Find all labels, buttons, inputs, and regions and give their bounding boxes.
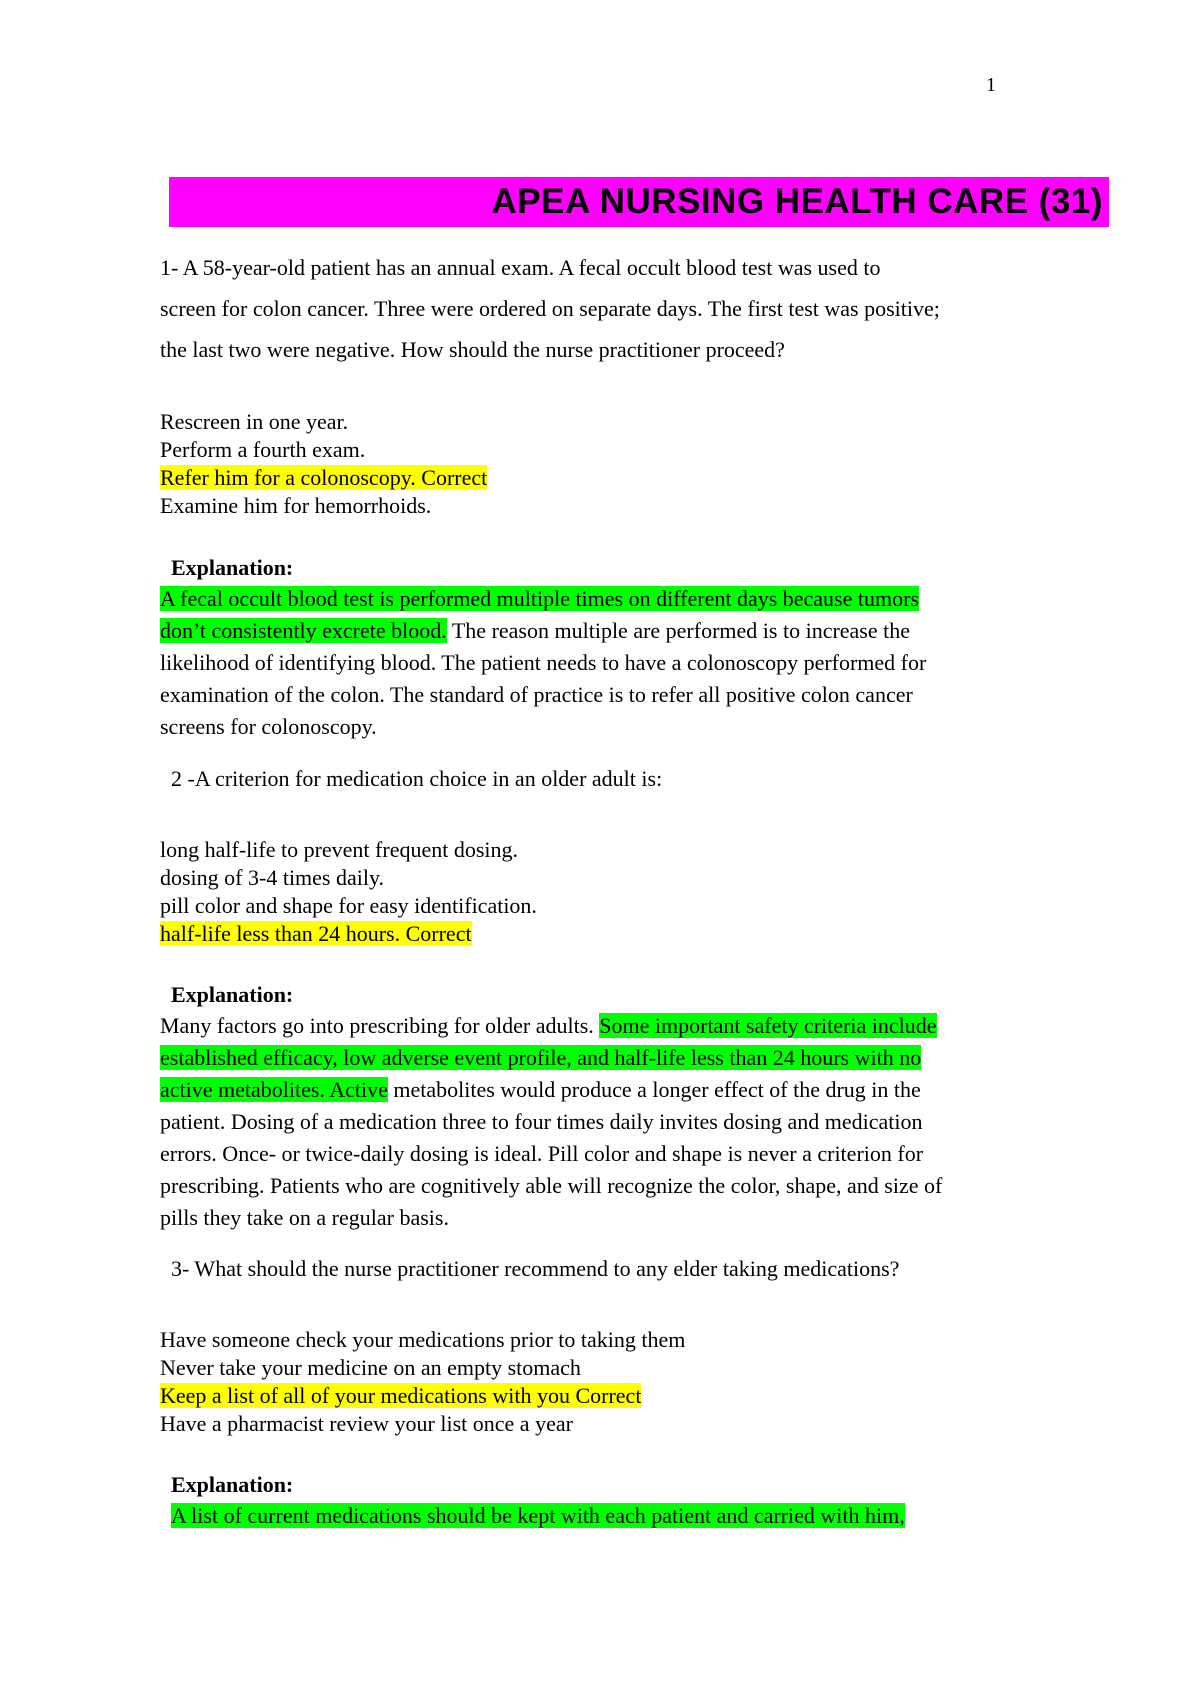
q2-option-row [160,921,472,947]
explanation-highlight: A fecal occult blood test is performed multiple times on different days because tumors [160,586,919,611]
q1-explanation-label: Explanation: [171,555,294,580]
q2-correct-option: half-life less than 24 hours. Correct [160,921,472,946]
explanation-text: The reason multiple are performed is to increase the [446,618,911,643]
explanation-highlight: established efficacy, low adverse event profile, and half-life less than 24 hours with no [160,1045,922,1070]
q1-option-row [160,465,487,491]
q1-question-line: the last two were negative. How should the nurse practitioner proceed? [160,337,785,362]
q1-question-line: 1- A 58-year-old patient has an annual exam. A fecal occult blood test was used to [160,255,881,280]
q2-explanation-label: Explanation: [171,982,294,1007]
q3-explanation-line [171,1503,905,1529]
q1-option: Rescreen in one year. [160,409,349,434]
q3-explanation-label: Explanation: [171,1472,294,1497]
explanation-highlight: A list of current medications should be kept with each patient and carried with him, [171,1503,905,1528]
q1-explanation-line [160,618,910,644]
q2-explanation-line [160,1109,923,1135]
q3-option: Have a pharmacist review your list once a year [160,1411,573,1436]
explanation-text: errors. Once- or twice-daily dosing is ideal. Pill color and shape is never a criterion for [160,1141,924,1166]
q2-option: pill color and shape for easy identification. [160,893,537,918]
explanation-text: screens for colonoscopy. [160,714,377,739]
explanation-highlight: Some important safety criteria include [599,1013,937,1038]
q2-explanation-line [160,1013,937,1039]
q2-explanation-line [160,1141,923,1167]
q2-question: 2 -A criterion for medication choice in an older adult is: [171,766,663,791]
explanation-text: likelihood of identifying blood. The patient needs to have a colonoscopy performed for [160,650,927,675]
q2-explanation-line [160,1077,921,1103]
explanation-text: metabolites would produce a longer effect of the drug in the [387,1077,921,1102]
q1-explanation-line [160,714,377,740]
title-banner: APEA NURSING HEALTH CARE (31) [169,177,1109,227]
q3-option: Never take your medicine on an empty stomach [160,1355,581,1380]
q1-explanation-line [160,586,919,612]
q1-option: Perform a fourth exam. [160,437,366,462]
q2-explanation-line [160,1045,921,1071]
q3-option: Have someone check your medications prior to taking them [160,1327,686,1352]
q1-correct-option: Refer him for a colonoscopy. Correct [160,465,488,490]
q1-option: Examine him for hemorrhoids. [160,493,432,518]
explanation-text: Many factors go into prescribing for older adults. [160,1013,600,1038]
explanation-highlight: active metabolites. Active [160,1077,388,1102]
explanation-text: examination of the colon. The standard of practice is to refer all positive colon cancer [160,682,913,707]
q1-explanation-line [160,682,913,708]
q3-question: 3- What should the nurse practitioner recommend to any elder taking medications? [171,1256,900,1281]
explanation-text: patient. Dosing of a medication three to four times daily invites dosing and medication [160,1109,923,1134]
q3-correct-option: Keep a list of all of your medications with you Correct [160,1383,642,1408]
page-number: 1 [986,74,996,96]
q2-explanation-line [160,1173,942,1199]
q2-explanation-line [160,1205,449,1231]
explanation-text: pills they take on a regular basis. [160,1205,449,1230]
q2-option: dosing of 3-4 times daily. [160,865,385,890]
explanation-text: prescribing. Patients who are cognitively able will recognize the color, shape, and size of [160,1173,943,1198]
q1-question-line: screen for colon cancer. Three were ordered on separate days. The first test was positive; [160,296,940,321]
q1-explanation-line [160,650,926,676]
q3-option-row [160,1383,641,1409]
explanation-highlight: don’t consistently excrete blood. [160,618,447,643]
q2-option: long half-life to prevent frequent dosing. [160,837,519,862]
